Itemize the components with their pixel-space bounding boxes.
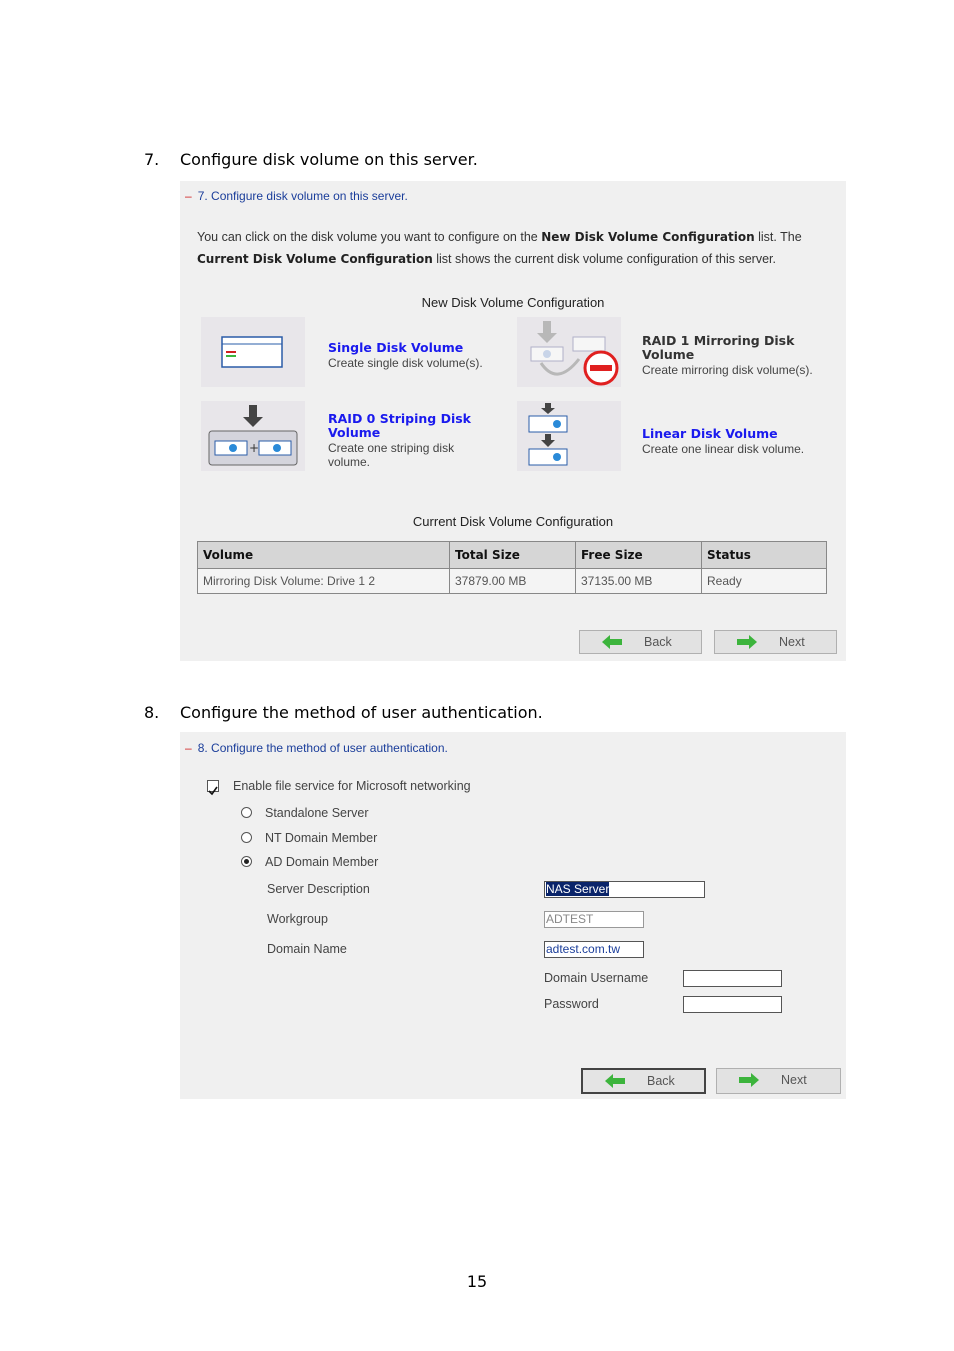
table-header-row	[198, 542, 827, 569]
enable-smb-checkbox[interactable]	[207, 780, 219, 792]
raid1-mirroring-volume-label: RAID 1 Mirroring Disk Volume	[642, 333, 795, 362]
next-label: Next	[781, 1073, 807, 1087]
domain-name-input[interactable]: adtest.com.tw	[544, 941, 644, 958]
raid1-mirroring-volume-desc: Create mirroring disk volume(s).	[642, 363, 813, 377]
disk-volume-panel	[180, 181, 846, 661]
step-number: 7.	[144, 150, 160, 169]
table-row	[198, 569, 827, 594]
user-authentication-panel	[180, 732, 846, 1099]
password-input[interactable]	[683, 996, 782, 1013]
single-disk-volume-desc: Create single disk volume(s).	[328, 356, 483, 370]
back-button[interactable]	[579, 630, 702, 654]
raid0-striping-volume-desc: Create one striping disk volume.	[328, 441, 455, 469]
single-disk-icon[interactable]	[201, 317, 305, 387]
enable-smb-label: Enable file service for Microsoft networking	[233, 779, 471, 793]
collapse-icon[interactable]: –	[185, 189, 192, 203]
domain-username-label: Domain Username	[544, 971, 649, 985]
ad-domain-member-radio[interactable]	[241, 856, 252, 867]
linear-disk-volume-link[interactable]: Linear Disk Volume	[642, 426, 778, 441]
panel-title-text: 7. Configure disk volume on this server.	[197, 189, 408, 203]
col-volume: Volume	[198, 542, 450, 569]
cell-total-size: 37879.00 MB	[450, 569, 576, 594]
ad-domain-member-label: AD Domain Member	[265, 855, 379, 869]
next-button[interactable]	[714, 630, 837, 654]
cell-free-size: 37135.00 MB	[576, 569, 702, 594]
server-description-value: NAS Server	[546, 882, 610, 896]
cell-volume: Mirroring Disk Volume: Drive 1 2	[198, 569, 450, 594]
collapse-icon[interactable]: –	[185, 741, 192, 755]
panel-title[interactable]	[185, 741, 448, 755]
intro-text: You can click on the disk volume you want to configure on the New Disk Volume Configuration list. The Current Disk Volume Configuration list shows the current disk volume configuration of this server.	[197, 230, 802, 266]
arrow-left-icon	[605, 1074, 625, 1088]
current-config-title: Current Disk Volume Configuration	[412, 514, 614, 529]
nt-domain-member-label: NT Domain Member	[265, 831, 378, 845]
next-button[interactable]	[716, 1068, 841, 1094]
domain-username-input[interactable]	[683, 970, 782, 987]
server-description-input[interactable]	[544, 881, 705, 898]
domain-name-label: Domain Name	[267, 942, 347, 956]
workgroup-label: Workgroup	[267, 912, 328, 926]
col-free-size: Free Size	[576, 542, 702, 569]
cell-status: Ready	[702, 569, 827, 594]
raid0-striping-volume-link[interactable]: RAID 0 Striping Disk Volume	[328, 411, 471, 440]
panel-title[interactable]	[185, 189, 408, 203]
current-volume-table	[197, 541, 827, 594]
page-number: 15	[466, 1272, 488, 1291]
next-label: Next	[779, 635, 805, 649]
new-config-title: New Disk Volume Configuration	[421, 295, 605, 310]
linear-disk-volume-desc: Create one linear disk volume.	[642, 442, 805, 456]
linear-disk-icon[interactable]	[517, 401, 621, 471]
panel-title-text: 8. Configure the method of user authentication.	[197, 741, 448, 755]
back-label: Back	[647, 1074, 675, 1088]
arrow-left-icon	[602, 635, 622, 649]
back-button[interactable]	[581, 1068, 706, 1094]
nt-domain-member-radio[interactable]	[241, 832, 252, 843]
col-status: Status	[702, 542, 827, 569]
step-title: Configure the method of user authentication.	[180, 703, 543, 722]
arrow-right-icon	[737, 635, 757, 649]
raid0-striping-icon[interactable]	[201, 401, 305, 471]
back-label: Back	[644, 635, 672, 649]
svg-text:+: +	[249, 441, 260, 455]
step-number: 8.	[144, 703, 160, 722]
workgroup-input[interactable]: ADTEST	[544, 911, 644, 928]
checkmark-icon	[208, 786, 218, 796]
standalone-server-radio[interactable]	[241, 807, 252, 818]
server-description-label: Server Description	[267, 882, 370, 896]
single-disk-volume-link[interactable]: Single Disk Volume	[328, 340, 464, 355]
raid1-mirroring-disabled-icon	[517, 317, 621, 387]
password-label: Password	[544, 997, 599, 1011]
arrow-right-icon	[739, 1073, 759, 1087]
standalone-server-label: Standalone Server	[265, 806, 369, 820]
col-total-size: Total Size	[450, 542, 576, 569]
step-title: Configure disk volume on this server.	[180, 150, 478, 169]
